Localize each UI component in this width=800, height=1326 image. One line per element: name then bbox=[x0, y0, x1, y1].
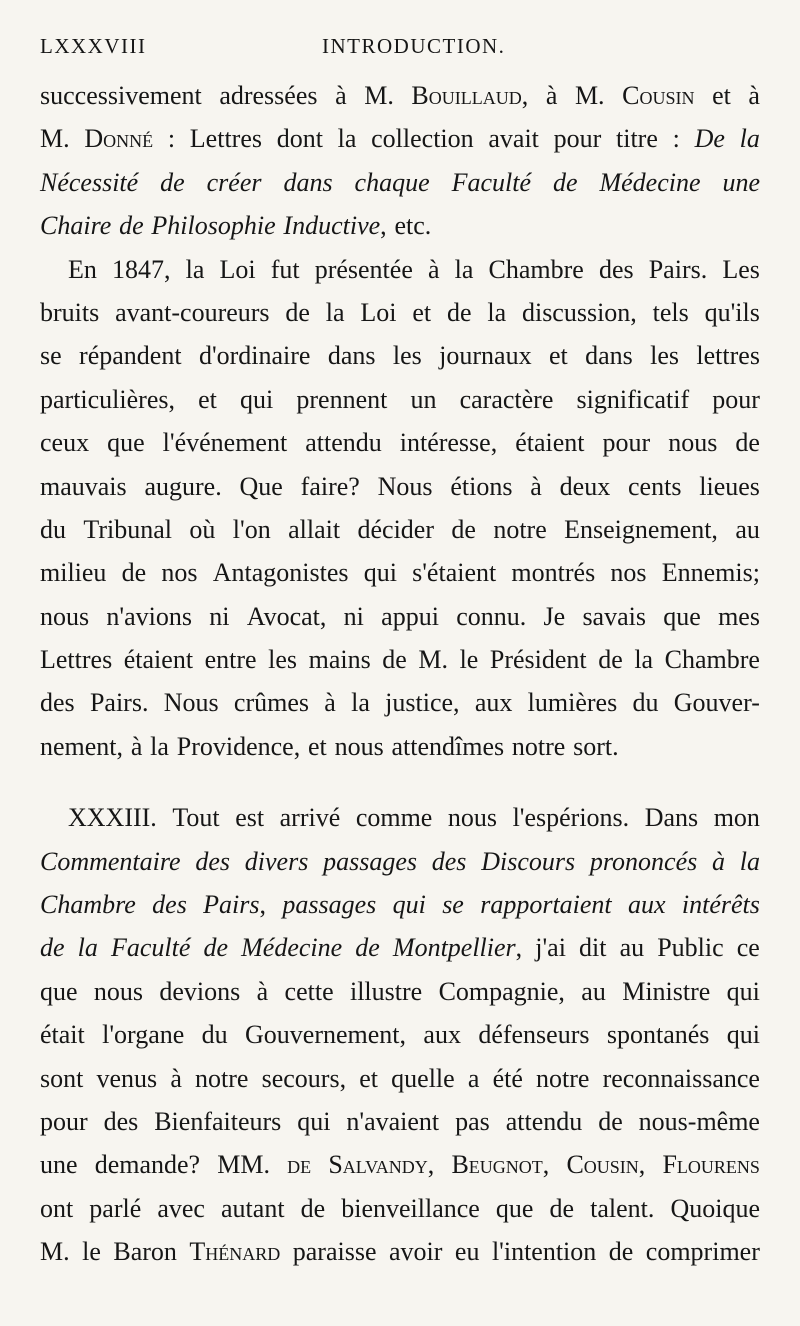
word: la bbox=[150, 731, 169, 761]
word: savais bbox=[582, 601, 646, 631]
word: et bbox=[359, 1063, 379, 1093]
word: est bbox=[235, 803, 265, 833]
word: de bbox=[382, 645, 407, 675]
word: Faculté bbox=[451, 167, 531, 197]
word: mon bbox=[713, 803, 760, 833]
word: étaient bbox=[515, 428, 585, 458]
word: : bbox=[672, 124, 680, 154]
word: à bbox=[256, 976, 269, 1006]
word: augure. bbox=[144, 471, 222, 501]
word: la bbox=[185, 254, 205, 284]
word: de bbox=[287, 1150, 312, 1180]
word: les bbox=[392, 341, 422, 371]
word: Président bbox=[489, 645, 587, 675]
word: Quoique bbox=[670, 1193, 760, 1223]
word: nous bbox=[334, 731, 384, 761]
word: où bbox=[189, 514, 216, 544]
word: de bbox=[121, 558, 147, 588]
word: cette bbox=[284, 976, 334, 1006]
text-line bbox=[40, 681, 760, 724]
word: décider bbox=[357, 514, 434, 544]
word: passages bbox=[282, 890, 377, 920]
body-text bbox=[40, 74, 760, 1274]
word: Pairs, bbox=[203, 890, 267, 920]
text-line bbox=[40, 1230, 760, 1273]
word: de bbox=[608, 1237, 634, 1267]
word: devions bbox=[159, 976, 241, 1006]
word: avoir bbox=[389, 1237, 443, 1267]
word: Chaire bbox=[40, 211, 112, 241]
word: tels bbox=[652, 297, 689, 327]
word: 1847, bbox=[112, 254, 171, 284]
word: Chambre bbox=[664, 645, 760, 675]
word: n'avaient bbox=[346, 1106, 440, 1136]
word: Médecine bbox=[599, 167, 701, 197]
word: Chambre bbox=[488, 254, 584, 284]
text-line bbox=[40, 117, 760, 160]
word: discussion, bbox=[521, 297, 637, 327]
word: caractère bbox=[459, 384, 554, 414]
word: et bbox=[308, 731, 327, 761]
word: Bouillaud, bbox=[411, 81, 529, 110]
word: montrés bbox=[511, 558, 596, 588]
word: Commentaire bbox=[40, 846, 181, 876]
word: eu bbox=[454, 1237, 480, 1267]
word: Flourens bbox=[662, 1150, 760, 1180]
word: Nous bbox=[163, 688, 219, 718]
word: Nécessité bbox=[40, 167, 139, 197]
word: ce bbox=[736, 933, 760, 963]
word: lettres bbox=[696, 341, 760, 371]
word: dont bbox=[276, 124, 323, 154]
word: Loi bbox=[360, 297, 397, 327]
word: deux bbox=[559, 471, 611, 501]
word: et bbox=[412, 297, 432, 327]
word: et bbox=[712, 81, 731, 110]
word: nous bbox=[93, 976, 144, 1006]
word: Discours bbox=[481, 846, 576, 876]
word: titre bbox=[616, 124, 658, 154]
word: à bbox=[545, 81, 558, 110]
word: intérêts bbox=[681, 890, 760, 920]
word: rapportaient bbox=[480, 890, 612, 920]
word: Compagnie, bbox=[438, 976, 565, 1006]
word: au bbox=[619, 933, 645, 963]
word: paraisse bbox=[292, 1237, 377, 1267]
word: la bbox=[739, 846, 760, 876]
word: M. bbox=[40, 1237, 70, 1267]
word: M. bbox=[40, 124, 70, 154]
text-line bbox=[40, 595, 760, 638]
word: se bbox=[442, 890, 464, 920]
word: la bbox=[634, 645, 654, 675]
word: reconnaissance bbox=[602, 1063, 760, 1093]
word: De bbox=[694, 124, 725, 154]
text-line bbox=[40, 161, 760, 204]
word: Chambre bbox=[40, 890, 136, 920]
word: sort. bbox=[573, 731, 619, 761]
word: Médecine bbox=[241, 933, 343, 963]
text-line bbox=[40, 1100, 760, 1143]
text-line bbox=[40, 378, 760, 421]
word: collection bbox=[371, 124, 474, 154]
word: cents bbox=[628, 471, 682, 501]
word: se bbox=[40, 341, 62, 371]
word: la bbox=[351, 688, 370, 718]
word: une bbox=[722, 167, 760, 197]
word: à bbox=[427, 254, 440, 284]
word: la bbox=[454, 254, 474, 284]
word: que bbox=[663, 601, 701, 631]
word: M. bbox=[574, 81, 605, 110]
word: journaux bbox=[439, 341, 532, 371]
word: adressées bbox=[219, 81, 318, 110]
word: justice, bbox=[385, 688, 460, 718]
word: Gouvernement, bbox=[245, 1020, 407, 1050]
word: n'avions bbox=[106, 601, 192, 631]
text-line bbox=[40, 1143, 760, 1186]
word: à bbox=[170, 1063, 182, 1093]
word: de bbox=[549, 1193, 575, 1223]
text-line bbox=[40, 725, 760, 768]
word: Que bbox=[239, 471, 283, 501]
word: un bbox=[410, 384, 437, 414]
word: Philosophie bbox=[151, 211, 276, 241]
text-line bbox=[40, 926, 760, 969]
word: parlé bbox=[89, 1193, 142, 1223]
text-line bbox=[40, 291, 760, 334]
running-header bbox=[40, 28, 760, 68]
word: significatif bbox=[576, 384, 690, 414]
word: l'espérions. bbox=[512, 803, 630, 833]
text-line bbox=[40, 204, 760, 247]
word: présentée bbox=[314, 254, 413, 284]
word: secours, bbox=[261, 1063, 347, 1093]
word: nous-même bbox=[638, 1106, 760, 1136]
word: à bbox=[712, 846, 725, 876]
word: qui bbox=[363, 558, 397, 588]
word: nous bbox=[668, 428, 718, 458]
word: Avocat, bbox=[246, 601, 327, 631]
word: attendu bbox=[505, 1106, 583, 1136]
word: étaient bbox=[123, 645, 194, 675]
word: des bbox=[195, 846, 231, 876]
word: le bbox=[459, 645, 479, 675]
word: notre bbox=[536, 1063, 590, 1093]
word: notre bbox=[195, 1063, 249, 1093]
text-line bbox=[40, 883, 760, 926]
word: notre bbox=[493, 514, 547, 544]
word: le bbox=[82, 1237, 101, 1267]
word: qui bbox=[240, 384, 274, 414]
word: etc. bbox=[394, 211, 432, 241]
word: Thénard bbox=[189, 1237, 281, 1267]
word: avec bbox=[157, 1193, 205, 1223]
text-line bbox=[40, 1057, 760, 1100]
word: qui bbox=[726, 1020, 760, 1050]
word: Beugnot, bbox=[451, 1150, 550, 1180]
word: appui bbox=[381, 601, 439, 631]
word: comprimer bbox=[645, 1237, 760, 1267]
word: avait bbox=[488, 124, 539, 154]
word: lieues bbox=[699, 471, 760, 501]
word: Pairs. bbox=[648, 254, 708, 284]
word: de bbox=[160, 167, 185, 197]
word: de bbox=[203, 933, 229, 963]
word: s'étaient bbox=[412, 558, 497, 588]
word: M. bbox=[418, 645, 448, 675]
word: attendu bbox=[305, 428, 382, 458]
word: une bbox=[40, 1150, 78, 1180]
word: dit bbox=[579, 933, 607, 963]
word: Montpellier, bbox=[392, 933, 523, 963]
text-line bbox=[40, 970, 760, 1013]
word: Ministre bbox=[622, 976, 711, 1006]
word: pas bbox=[455, 1106, 490, 1136]
word: de bbox=[598, 1106, 623, 1136]
word: de bbox=[451, 514, 476, 544]
word: était bbox=[40, 1020, 85, 1050]
word: la bbox=[739, 124, 760, 154]
text-line bbox=[40, 508, 760, 551]
word: répandent bbox=[79, 341, 182, 371]
word: particulières, bbox=[40, 384, 175, 414]
word: ceux bbox=[40, 428, 90, 458]
word: l'on bbox=[232, 514, 271, 544]
word: Public bbox=[657, 933, 724, 963]
word: du bbox=[632, 688, 659, 718]
word: à bbox=[324, 688, 336, 718]
word: prononcés bbox=[589, 846, 698, 876]
text-line bbox=[40, 74, 760, 117]
word: Lettres bbox=[40, 645, 113, 675]
word: de bbox=[735, 428, 760, 458]
word: successivement bbox=[40, 81, 202, 110]
word: Bienfaiteurs bbox=[154, 1106, 282, 1136]
word: divers bbox=[244, 846, 309, 876]
word: attendîmes bbox=[391, 731, 505, 761]
word: venus bbox=[96, 1063, 158, 1093]
word: aux bbox=[628, 890, 666, 920]
text-line bbox=[40, 551, 760, 594]
word: des bbox=[40, 688, 75, 718]
word: M. bbox=[364, 81, 394, 110]
word: à bbox=[130, 731, 143, 761]
word: à bbox=[748, 81, 760, 110]
word: pour bbox=[553, 124, 602, 154]
word: a bbox=[467, 1063, 480, 1093]
word: : bbox=[167, 124, 176, 154]
word: Faculté bbox=[110, 933, 191, 963]
text-line bbox=[40, 421, 760, 464]
word: des bbox=[431, 846, 467, 876]
word: Lettres bbox=[189, 124, 262, 154]
word: dans bbox=[327, 341, 376, 371]
word: spontanés bbox=[606, 1020, 710, 1050]
word: ni bbox=[209, 601, 230, 631]
word: à bbox=[530, 471, 542, 501]
word: mauvais bbox=[40, 471, 127, 501]
word: et bbox=[198, 384, 217, 414]
word: l'intention bbox=[491, 1237, 597, 1267]
word: de bbox=[119, 211, 144, 241]
word: d'ordinaire bbox=[198, 341, 311, 371]
word: quelle bbox=[391, 1063, 455, 1093]
word: Salvandy, bbox=[328, 1150, 435, 1180]
page-folio: LXXXVIII bbox=[40, 34, 147, 58]
word: pour bbox=[602, 428, 651, 458]
word: Tribunal bbox=[83, 514, 173, 544]
word: lumières bbox=[527, 688, 618, 718]
word: qu'ils bbox=[704, 297, 760, 327]
running-title: INTRODUCTION. bbox=[322, 34, 506, 58]
word: des bbox=[152, 890, 187, 920]
word: les bbox=[268, 645, 298, 675]
word: prennent bbox=[296, 384, 388, 414]
word: de bbox=[40, 933, 65, 963]
word: Gouver- bbox=[673, 688, 760, 718]
word: qui bbox=[297, 1106, 331, 1136]
word: talent. bbox=[590, 1193, 655, 1223]
word: de bbox=[552, 167, 578, 197]
word: les bbox=[650, 341, 680, 371]
word: allait bbox=[288, 514, 341, 544]
word: Nous bbox=[377, 471, 433, 501]
word: En bbox=[68, 254, 97, 284]
word: nos bbox=[161, 558, 198, 588]
word: comme bbox=[355, 803, 433, 833]
word: Donné bbox=[84, 124, 154, 154]
word: crûmes bbox=[233, 688, 310, 718]
word: l'organe bbox=[102, 1020, 185, 1050]
word: à bbox=[335, 81, 347, 110]
word: au bbox=[735, 514, 760, 544]
word: qui bbox=[726, 976, 760, 1006]
word: de bbox=[285, 297, 310, 327]
word: MM. bbox=[217, 1150, 270, 1180]
word: ni bbox=[343, 601, 364, 631]
text-line bbox=[40, 334, 760, 377]
word: bruits bbox=[40, 297, 100, 327]
word: notre bbox=[511, 731, 566, 761]
word: Dans bbox=[644, 803, 699, 833]
word: aux bbox=[474, 688, 513, 718]
word: pour bbox=[712, 384, 760, 414]
word: Pairs. bbox=[89, 688, 149, 718]
word: bienveillance bbox=[341, 1193, 480, 1223]
word: Cousin, bbox=[566, 1150, 646, 1180]
word: arrivé bbox=[279, 803, 341, 833]
word: la bbox=[487, 297, 507, 327]
word: Je bbox=[543, 601, 566, 631]
word: pour bbox=[40, 1106, 88, 1136]
word: Cousin bbox=[622, 81, 695, 110]
word: connu. bbox=[456, 601, 527, 631]
word: nous bbox=[447, 803, 498, 833]
text-line bbox=[40, 840, 760, 883]
text-line bbox=[40, 1013, 760, 1056]
word: de bbox=[300, 1193, 326, 1223]
text-line bbox=[40, 638, 760, 681]
word: mes bbox=[718, 601, 760, 631]
word: Enseignement, bbox=[564, 514, 718, 544]
word: faire? bbox=[300, 471, 360, 501]
word: passages bbox=[323, 846, 417, 876]
word: au bbox=[581, 976, 606, 1006]
word: de bbox=[446, 297, 472, 327]
word: créer bbox=[206, 167, 262, 197]
word: des bbox=[103, 1106, 139, 1136]
word: nos bbox=[610, 558, 647, 588]
word: XXXIII. bbox=[68, 803, 157, 833]
word: de bbox=[355, 933, 380, 963]
word: intéresse, bbox=[399, 428, 498, 458]
word: entre bbox=[204, 645, 257, 675]
word: étions bbox=[450, 471, 513, 501]
word: que bbox=[495, 1193, 534, 1223]
word: Antagonistes bbox=[212, 558, 349, 588]
word: été bbox=[492, 1063, 523, 1093]
word: que bbox=[40, 976, 78, 1006]
word: la bbox=[325, 297, 345, 327]
word: ont bbox=[40, 1193, 74, 1223]
word: nous bbox=[40, 601, 90, 631]
text-line bbox=[40, 465, 760, 508]
word: fut bbox=[270, 254, 300, 284]
word: défenseurs bbox=[478, 1020, 590, 1050]
word: avant-coureurs bbox=[115, 297, 270, 327]
word: Loi bbox=[219, 254, 256, 284]
text-line bbox=[40, 796, 760, 839]
word: Les bbox=[722, 254, 760, 284]
word: nement, bbox=[40, 731, 124, 761]
word: des bbox=[598, 254, 634, 284]
word: autant bbox=[221, 1193, 285, 1223]
word: Providence, bbox=[176, 731, 301, 761]
word: du bbox=[201, 1020, 228, 1050]
word: la bbox=[77, 933, 98, 963]
word: que bbox=[107, 428, 145, 458]
word: sont bbox=[40, 1063, 84, 1093]
word: mains bbox=[308, 645, 371, 675]
word: chaque bbox=[354, 167, 430, 197]
word: la bbox=[337, 124, 357, 154]
text-line bbox=[40, 1187, 760, 1230]
word: demande? bbox=[94, 1150, 201, 1180]
word: Tout bbox=[172, 803, 220, 833]
word: Baron bbox=[113, 1237, 177, 1267]
word: Ennemis; bbox=[661, 558, 760, 588]
text-line bbox=[40, 248, 760, 291]
word: l'événement bbox=[162, 428, 288, 458]
word: de bbox=[598, 645, 623, 675]
word: du bbox=[40, 514, 66, 544]
word: Inductive, bbox=[283, 211, 387, 241]
word: et bbox=[548, 341, 568, 371]
word: j'ai bbox=[535, 933, 566, 963]
word: qui bbox=[392, 890, 426, 920]
word: illustre bbox=[349, 976, 423, 1006]
word: dans bbox=[283, 167, 333, 197]
word: dans bbox=[585, 341, 633, 371]
word: milieu bbox=[40, 558, 107, 588]
word: aux bbox=[423, 1020, 461, 1050]
